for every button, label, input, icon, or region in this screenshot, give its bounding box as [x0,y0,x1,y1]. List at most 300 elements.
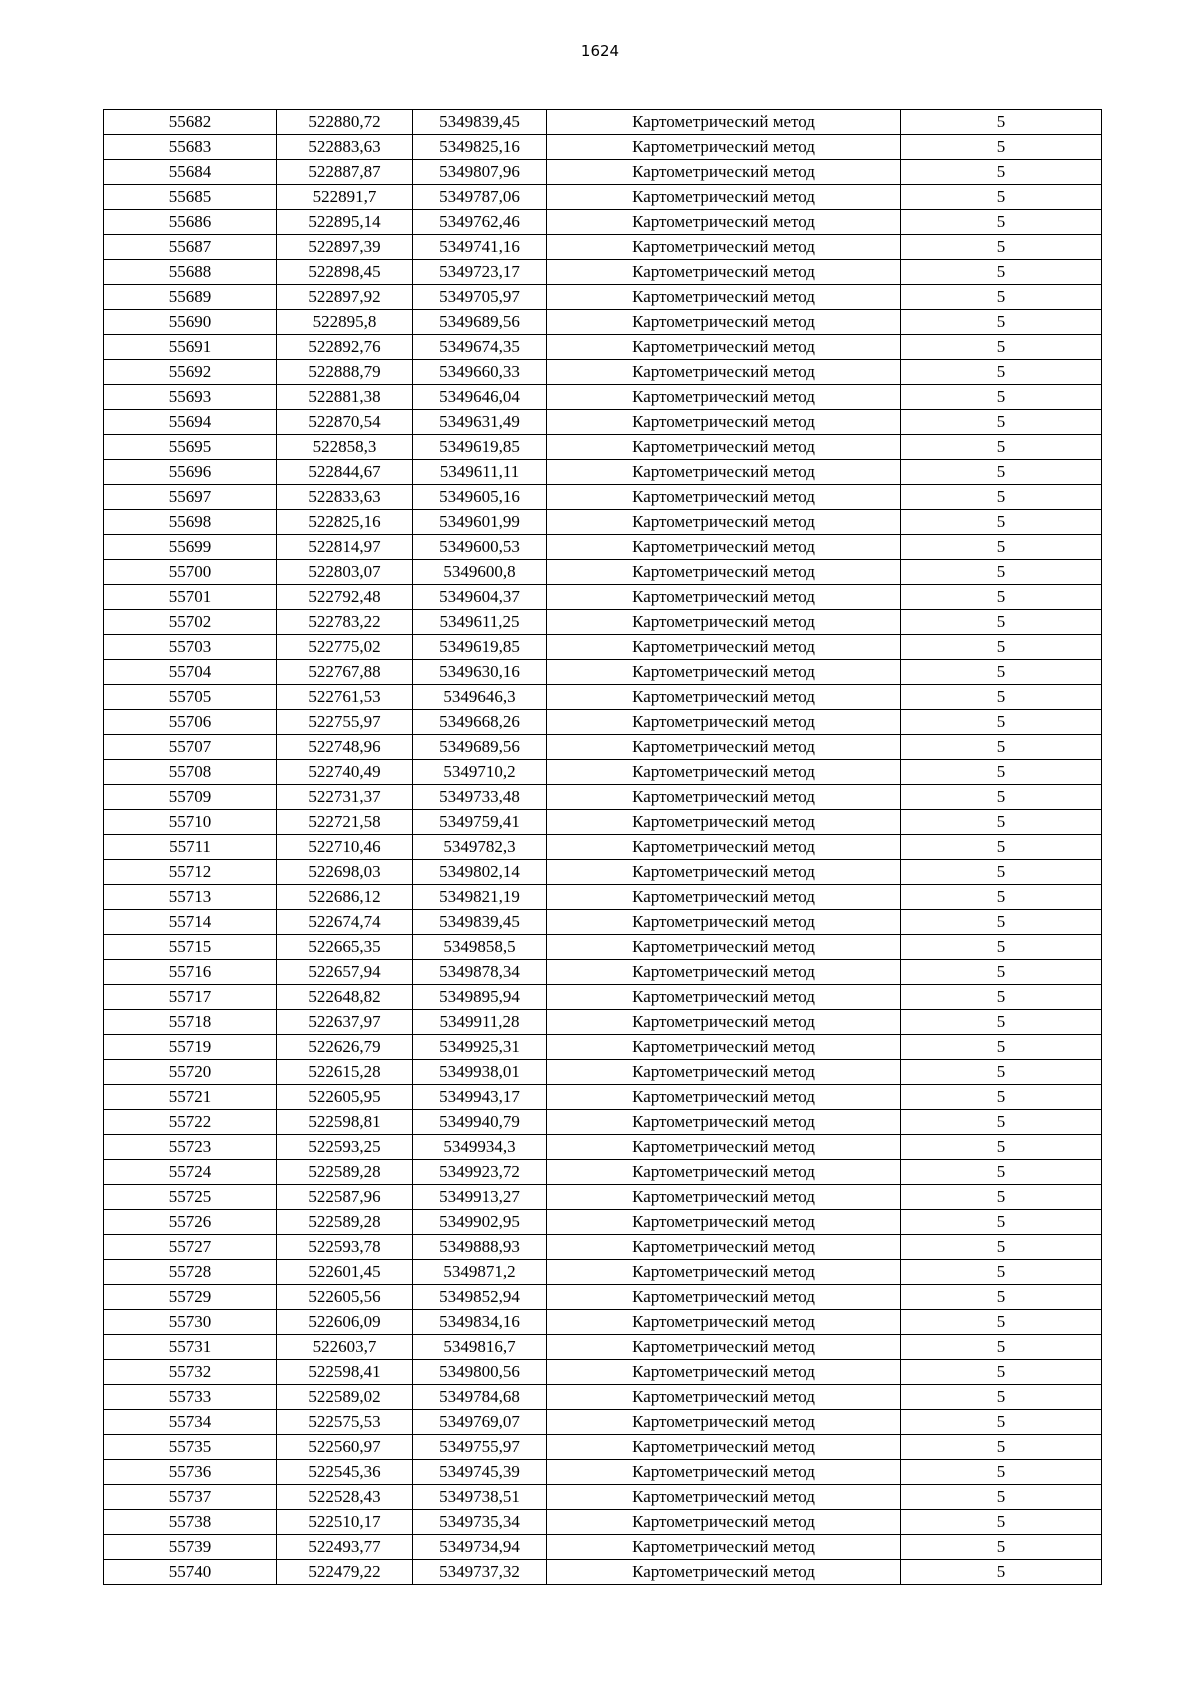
table-row [104,510,1102,535]
point-number-cell: 55730 [104,1310,277,1335]
accuracy-cell: 5 [901,535,1102,560]
x-coordinate-cell: 522657,94 [277,960,413,985]
point-number-cell: 55695 [104,435,277,460]
y-coordinate-cell: 5349913,27 [413,1185,547,1210]
accuracy-cell: 5 [901,885,1102,910]
y-coordinate-cell: 5349646,3 [413,685,547,710]
table-row [104,760,1102,785]
method-cell: Картометрический метод [547,310,901,335]
method-cell: Картометрический метод [547,610,901,635]
x-coordinate-cell: 522589,02 [277,1385,413,1410]
method-cell: Картометрический метод [547,660,901,685]
x-coordinate-cell: 522598,81 [277,1110,413,1135]
point-number-cell: 55720 [104,1060,277,1085]
point-number-cell: 55701 [104,585,277,610]
accuracy-cell: 5 [901,1385,1102,1410]
point-number-cell: 55727 [104,1235,277,1260]
x-coordinate-cell: 522560,97 [277,1435,413,1460]
x-coordinate-cell: 522731,37 [277,785,413,810]
table-row [104,1010,1102,1035]
method-cell: Картометрический метод [547,235,901,260]
y-coordinate-cell: 5349878,34 [413,960,547,985]
accuracy-cell: 5 [901,260,1102,285]
method-cell: Картометрический метод [547,735,901,760]
accuracy-cell: 5 [901,585,1102,610]
accuracy-cell: 5 [901,1560,1102,1585]
accuracy-cell: 5 [901,910,1102,935]
accuracy-cell: 5 [901,760,1102,785]
point-number-cell: 55726 [104,1210,277,1235]
x-coordinate-cell: 522898,45 [277,260,413,285]
point-number-cell: 55709 [104,785,277,810]
method-cell: Картометрический метод [547,510,901,535]
table-row [104,910,1102,935]
x-coordinate-cell: 522761,53 [277,685,413,710]
table-row [104,1060,1102,1085]
method-cell: Картометрический метод [547,1385,901,1410]
y-coordinate-cell: 5349852,94 [413,1285,547,1310]
point-number-cell: 55702 [104,610,277,635]
x-coordinate-cell: 522510,17 [277,1510,413,1535]
x-coordinate-cell: 522858,3 [277,435,413,460]
point-number-cell: 55723 [104,1135,277,1160]
method-cell: Картометрический метод [547,985,901,1010]
table-row [104,235,1102,260]
point-number-cell: 55692 [104,360,277,385]
x-coordinate-cell: 522748,96 [277,735,413,760]
table-row [104,835,1102,860]
table-row [104,1160,1102,1185]
x-coordinate-cell: 522593,25 [277,1135,413,1160]
table-row [104,1085,1102,1110]
x-coordinate-cell: 522740,49 [277,760,413,785]
accuracy-cell: 5 [901,635,1102,660]
point-number-cell: 55705 [104,685,277,710]
table-row [104,1185,1102,1210]
method-cell: Картометрический метод [547,1560,901,1585]
method-cell: Картометрический метод [547,860,901,885]
point-number-cell: 55722 [104,1110,277,1135]
method-cell: Картометрический метод [547,535,901,560]
accuracy-cell: 5 [901,1310,1102,1335]
x-coordinate-cell: 522825,16 [277,510,413,535]
y-coordinate-cell: 5349800,56 [413,1360,547,1385]
x-coordinate-cell: 522895,8 [277,310,413,335]
x-coordinate-cell: 522528,43 [277,1485,413,1510]
method-cell: Картометрический метод [547,785,901,810]
method-cell: Картометрический метод [547,1285,901,1310]
point-number-cell: 55699 [104,535,277,560]
table-row [104,135,1102,160]
y-coordinate-cell: 5349858,5 [413,935,547,960]
y-coordinate-cell: 5349689,56 [413,310,547,335]
method-cell: Картометрический метод [547,1510,901,1535]
point-number-cell: 55724 [104,1160,277,1185]
y-coordinate-cell: 5349755,97 [413,1435,547,1460]
table-row [104,185,1102,210]
point-number-cell: 55704 [104,660,277,685]
point-number-cell: 55696 [104,460,277,485]
method-cell: Картометрический метод [547,585,901,610]
method-cell: Картометрический метод [547,685,901,710]
accuracy-cell: 5 [901,335,1102,360]
table-row [104,210,1102,235]
point-number-cell: 55729 [104,1285,277,1310]
table-row [104,935,1102,960]
table-row [104,1460,1102,1485]
x-coordinate-cell: 522605,56 [277,1285,413,1310]
table-row [104,1360,1102,1385]
y-coordinate-cell: 5349839,45 [413,910,547,935]
method-cell: Картометрический метод [547,560,901,585]
y-coordinate-cell: 5349611,25 [413,610,547,635]
x-coordinate-cell: 522792,48 [277,585,413,610]
table-row [104,635,1102,660]
accuracy-cell: 5 [901,1235,1102,1260]
method-cell: Картометрический метод [547,1235,901,1260]
point-number-cell: 55718 [104,1010,277,1035]
table-row [104,485,1102,510]
accuracy-cell: 5 [901,360,1102,385]
y-coordinate-cell: 5349759,41 [413,810,547,835]
method-cell: Картометрический метод [547,110,901,135]
method-cell: Картометрический метод [547,1010,901,1035]
x-coordinate-cell: 522665,35 [277,935,413,960]
table-row [104,385,1102,410]
y-coordinate-cell: 5349737,32 [413,1560,547,1585]
x-coordinate-cell: 522575,53 [277,1410,413,1435]
point-number-cell: 55728 [104,1260,277,1285]
table-row [104,735,1102,760]
point-number-cell: 55717 [104,985,277,1010]
x-coordinate-cell: 522637,97 [277,1010,413,1035]
table-row [104,1310,1102,1335]
y-coordinate-cell: 5349600,8 [413,560,547,585]
point-number-cell: 55710 [104,810,277,835]
accuracy-cell: 5 [901,210,1102,235]
method-cell: Картометрический метод [547,710,901,735]
y-coordinate-cell: 5349741,16 [413,235,547,260]
method-cell: Картометрический метод [547,885,901,910]
method-cell: Картометрический метод [547,1335,901,1360]
y-coordinate-cell: 5349745,39 [413,1460,547,1485]
point-number-cell: 55739 [104,1535,277,1560]
y-coordinate-cell: 5349735,34 [413,1510,547,1535]
accuracy-cell: 5 [901,1110,1102,1135]
point-number-cell: 55687 [104,235,277,260]
x-coordinate-cell: 522601,45 [277,1260,413,1285]
point-number-cell: 55698 [104,510,277,535]
y-coordinate-cell: 5349925,31 [413,1035,547,1060]
y-coordinate-cell: 5349940,79 [413,1110,547,1135]
method-cell: Картометрический метод [547,1110,901,1135]
table-row [104,335,1102,360]
point-number-cell: 55712 [104,860,277,885]
point-number-cell: 55683 [104,135,277,160]
accuracy-cell: 5 [901,285,1102,310]
y-coordinate-cell: 5349611,11 [413,460,547,485]
point-number-cell: 55690 [104,310,277,335]
point-number-cell: 55686 [104,210,277,235]
y-coordinate-cell: 5349834,16 [413,1310,547,1335]
table-row [104,1210,1102,1235]
table-row [104,1435,1102,1460]
x-coordinate-cell: 522888,79 [277,360,413,385]
accuracy-cell: 5 [901,810,1102,835]
accuracy-cell: 5 [901,485,1102,510]
accuracy-cell: 5 [901,710,1102,735]
x-coordinate-cell: 522710,46 [277,835,413,860]
accuracy-cell: 5 [901,1360,1102,1385]
table-row [104,1560,1102,1585]
accuracy-cell: 5 [901,960,1102,985]
y-coordinate-cell: 5349668,26 [413,710,547,735]
x-coordinate-cell: 522775,02 [277,635,413,660]
method-cell: Картометрический метод [547,635,901,660]
accuracy-cell: 5 [901,1085,1102,1110]
y-coordinate-cell: 5349784,68 [413,1385,547,1410]
method-cell: Картометрический метод [547,1135,901,1160]
point-number-cell: 55706 [104,710,277,735]
table-row [104,1035,1102,1060]
table-row [104,1110,1102,1135]
table-row [104,1285,1102,1310]
y-coordinate-cell: 5349821,19 [413,885,547,910]
point-number-cell: 55714 [104,910,277,935]
point-number-cell: 55737 [104,1485,277,1510]
method-cell: Картометрический метод [547,485,901,510]
y-coordinate-cell: 5349630,16 [413,660,547,685]
y-coordinate-cell: 5349600,53 [413,535,547,560]
y-coordinate-cell: 5349825,16 [413,135,547,160]
table-row [104,585,1102,610]
x-coordinate-cell: 522721,58 [277,810,413,835]
x-coordinate-cell: 522897,39 [277,235,413,260]
table-row [104,810,1102,835]
x-coordinate-cell: 522589,28 [277,1210,413,1235]
method-cell: Картометрический метод [547,1260,901,1285]
x-coordinate-cell: 522479,22 [277,1560,413,1585]
x-coordinate-cell: 522698,03 [277,860,413,885]
y-coordinate-cell: 5349923,72 [413,1160,547,1185]
accuracy-cell: 5 [901,560,1102,585]
accuracy-cell: 5 [901,510,1102,535]
y-coordinate-cell: 5349934,3 [413,1135,547,1160]
method-cell: Картометрический метод [547,1035,901,1060]
y-coordinate-cell: 5349619,85 [413,435,547,460]
method-cell: Картометрический метод [547,1360,901,1385]
point-number-cell: 55738 [104,1510,277,1535]
point-number-cell: 55694 [104,410,277,435]
x-coordinate-cell: 522545,36 [277,1460,413,1485]
x-coordinate-cell: 522895,14 [277,210,413,235]
method-cell: Картометрический метод [547,385,901,410]
method-cell: Картометрический метод [547,1310,901,1335]
x-coordinate-cell: 522605,95 [277,1085,413,1110]
accuracy-cell: 5 [901,185,1102,210]
x-coordinate-cell: 522587,96 [277,1185,413,1210]
y-coordinate-cell: 5349674,35 [413,335,547,360]
method-cell: Картометрический метод [547,285,901,310]
y-coordinate-cell: 5349734,94 [413,1535,547,1560]
point-number-cell: 55732 [104,1360,277,1385]
table-row [104,1335,1102,1360]
method-cell: Картометрический метод [547,1160,901,1185]
table-row [104,610,1102,635]
point-number-cell: 55725 [104,1185,277,1210]
page-number: 1624 [580,42,620,60]
method-cell: Картометрический метод [547,1185,901,1210]
y-coordinate-cell: 5349895,94 [413,985,547,1010]
point-number-cell: 55731 [104,1335,277,1360]
table-row [104,360,1102,385]
y-coordinate-cell: 5349938,01 [413,1060,547,1085]
method-cell: Картометрический метод [547,135,901,160]
y-coordinate-cell: 5349733,48 [413,785,547,810]
accuracy-cell: 5 [901,160,1102,185]
table-row [104,560,1102,585]
y-coordinate-cell: 5349802,14 [413,860,547,885]
accuracy-cell: 5 [901,135,1102,160]
y-coordinate-cell: 5349631,49 [413,410,547,435]
accuracy-cell: 5 [901,660,1102,685]
x-coordinate-cell: 522844,67 [277,460,413,485]
y-coordinate-cell: 5349646,04 [413,385,547,410]
table-row [104,885,1102,910]
table-row [104,285,1102,310]
coordinates-table [103,109,1102,1585]
x-coordinate-cell: 522598,41 [277,1360,413,1385]
y-coordinate-cell: 5349871,2 [413,1260,547,1285]
accuracy-cell: 5 [901,985,1102,1010]
point-number-cell: 55703 [104,635,277,660]
accuracy-cell: 5 [901,1285,1102,1310]
method-cell: Картометрический метод [547,1060,901,1085]
table-row [104,985,1102,1010]
x-coordinate-cell: 522648,82 [277,985,413,1010]
table-row [104,1535,1102,1560]
method-cell: Картометрический метод [547,835,901,860]
point-number-cell: 55693 [104,385,277,410]
y-coordinate-cell: 5349782,3 [413,835,547,860]
y-coordinate-cell: 5349902,95 [413,1210,547,1235]
method-cell: Картометрический метод [547,960,901,985]
point-number-cell: 55735 [104,1435,277,1460]
x-coordinate-cell: 522626,79 [277,1035,413,1060]
y-coordinate-cell: 5349723,17 [413,260,547,285]
table-row [104,860,1102,885]
table-row [104,410,1102,435]
x-coordinate-cell: 522767,88 [277,660,413,685]
table-row [104,160,1102,185]
point-number-cell: 55736 [104,1460,277,1485]
y-coordinate-cell: 5349605,16 [413,485,547,510]
accuracy-cell: 5 [901,435,1102,460]
method-cell: Картометрический метод [547,1460,901,1485]
x-coordinate-cell: 522674,74 [277,910,413,935]
table-row [104,785,1102,810]
x-coordinate-cell: 522493,77 [277,1535,413,1560]
accuracy-cell: 5 [901,1185,1102,1210]
point-number-cell: 55691 [104,335,277,360]
y-coordinate-cell: 5349787,06 [413,185,547,210]
accuracy-cell: 5 [901,1510,1102,1535]
point-number-cell: 55708 [104,760,277,785]
accuracy-cell: 5 [901,1210,1102,1235]
y-coordinate-cell: 5349762,46 [413,210,547,235]
y-coordinate-cell: 5349816,7 [413,1335,547,1360]
x-coordinate-cell: 522897,92 [277,285,413,310]
y-coordinate-cell: 5349660,33 [413,360,547,385]
method-cell: Картометрический метод [547,810,901,835]
accuracy-cell: 5 [901,460,1102,485]
accuracy-cell: 5 [901,110,1102,135]
method-cell: Картометрический метод [547,435,901,460]
table-row [104,1410,1102,1435]
table-row [104,960,1102,985]
accuracy-cell: 5 [901,860,1102,885]
y-coordinate-cell: 5349943,17 [413,1085,547,1110]
y-coordinate-cell: 5349911,28 [413,1010,547,1035]
accuracy-cell: 5 [901,735,1102,760]
table-row [104,435,1102,460]
accuracy-cell: 5 [901,1435,1102,1460]
y-coordinate-cell: 5349738,51 [413,1485,547,1510]
coordinates-table-body [104,110,1102,1585]
point-number-cell: 55713 [104,885,277,910]
table-row [104,710,1102,735]
accuracy-cell: 5 [901,1010,1102,1035]
method-cell: Картометрический метод [547,1435,901,1460]
accuracy-cell: 5 [901,310,1102,335]
method-cell: Картометрический метод [547,760,901,785]
x-coordinate-cell: 522755,97 [277,710,413,735]
accuracy-cell: 5 [901,835,1102,860]
method-cell: Картометрический метод [547,360,901,385]
table-row [104,685,1102,710]
accuracy-cell: 5 [901,1535,1102,1560]
y-coordinate-cell: 5349604,37 [413,585,547,610]
y-coordinate-cell: 5349710,2 [413,760,547,785]
x-coordinate-cell: 522881,38 [277,385,413,410]
x-coordinate-cell: 522883,63 [277,135,413,160]
accuracy-cell: 5 [901,1485,1102,1510]
method-cell: Картометрический метод [547,210,901,235]
point-number-cell: 55689 [104,285,277,310]
table-row [104,110,1102,135]
method-cell: Картометрический метод [547,1410,901,1435]
point-number-cell: 55682 [104,110,277,135]
x-coordinate-cell: 522783,22 [277,610,413,635]
accuracy-cell: 5 [901,1335,1102,1360]
accuracy-cell: 5 [901,785,1102,810]
table-row [104,1385,1102,1410]
table-row [104,1260,1102,1285]
point-number-cell: 55697 [104,485,277,510]
y-coordinate-cell: 5349807,96 [413,160,547,185]
point-number-cell: 55707 [104,735,277,760]
method-cell: Картометрический метод [547,1535,901,1560]
x-coordinate-cell: 522603,7 [277,1335,413,1360]
y-coordinate-cell: 5349601,99 [413,510,547,535]
table-row [104,535,1102,560]
x-coordinate-cell: 522686,12 [277,885,413,910]
accuracy-cell: 5 [901,1260,1102,1285]
x-coordinate-cell: 522833,63 [277,485,413,510]
accuracy-cell: 5 [901,385,1102,410]
accuracy-cell: 5 [901,1135,1102,1160]
table-row [104,660,1102,685]
